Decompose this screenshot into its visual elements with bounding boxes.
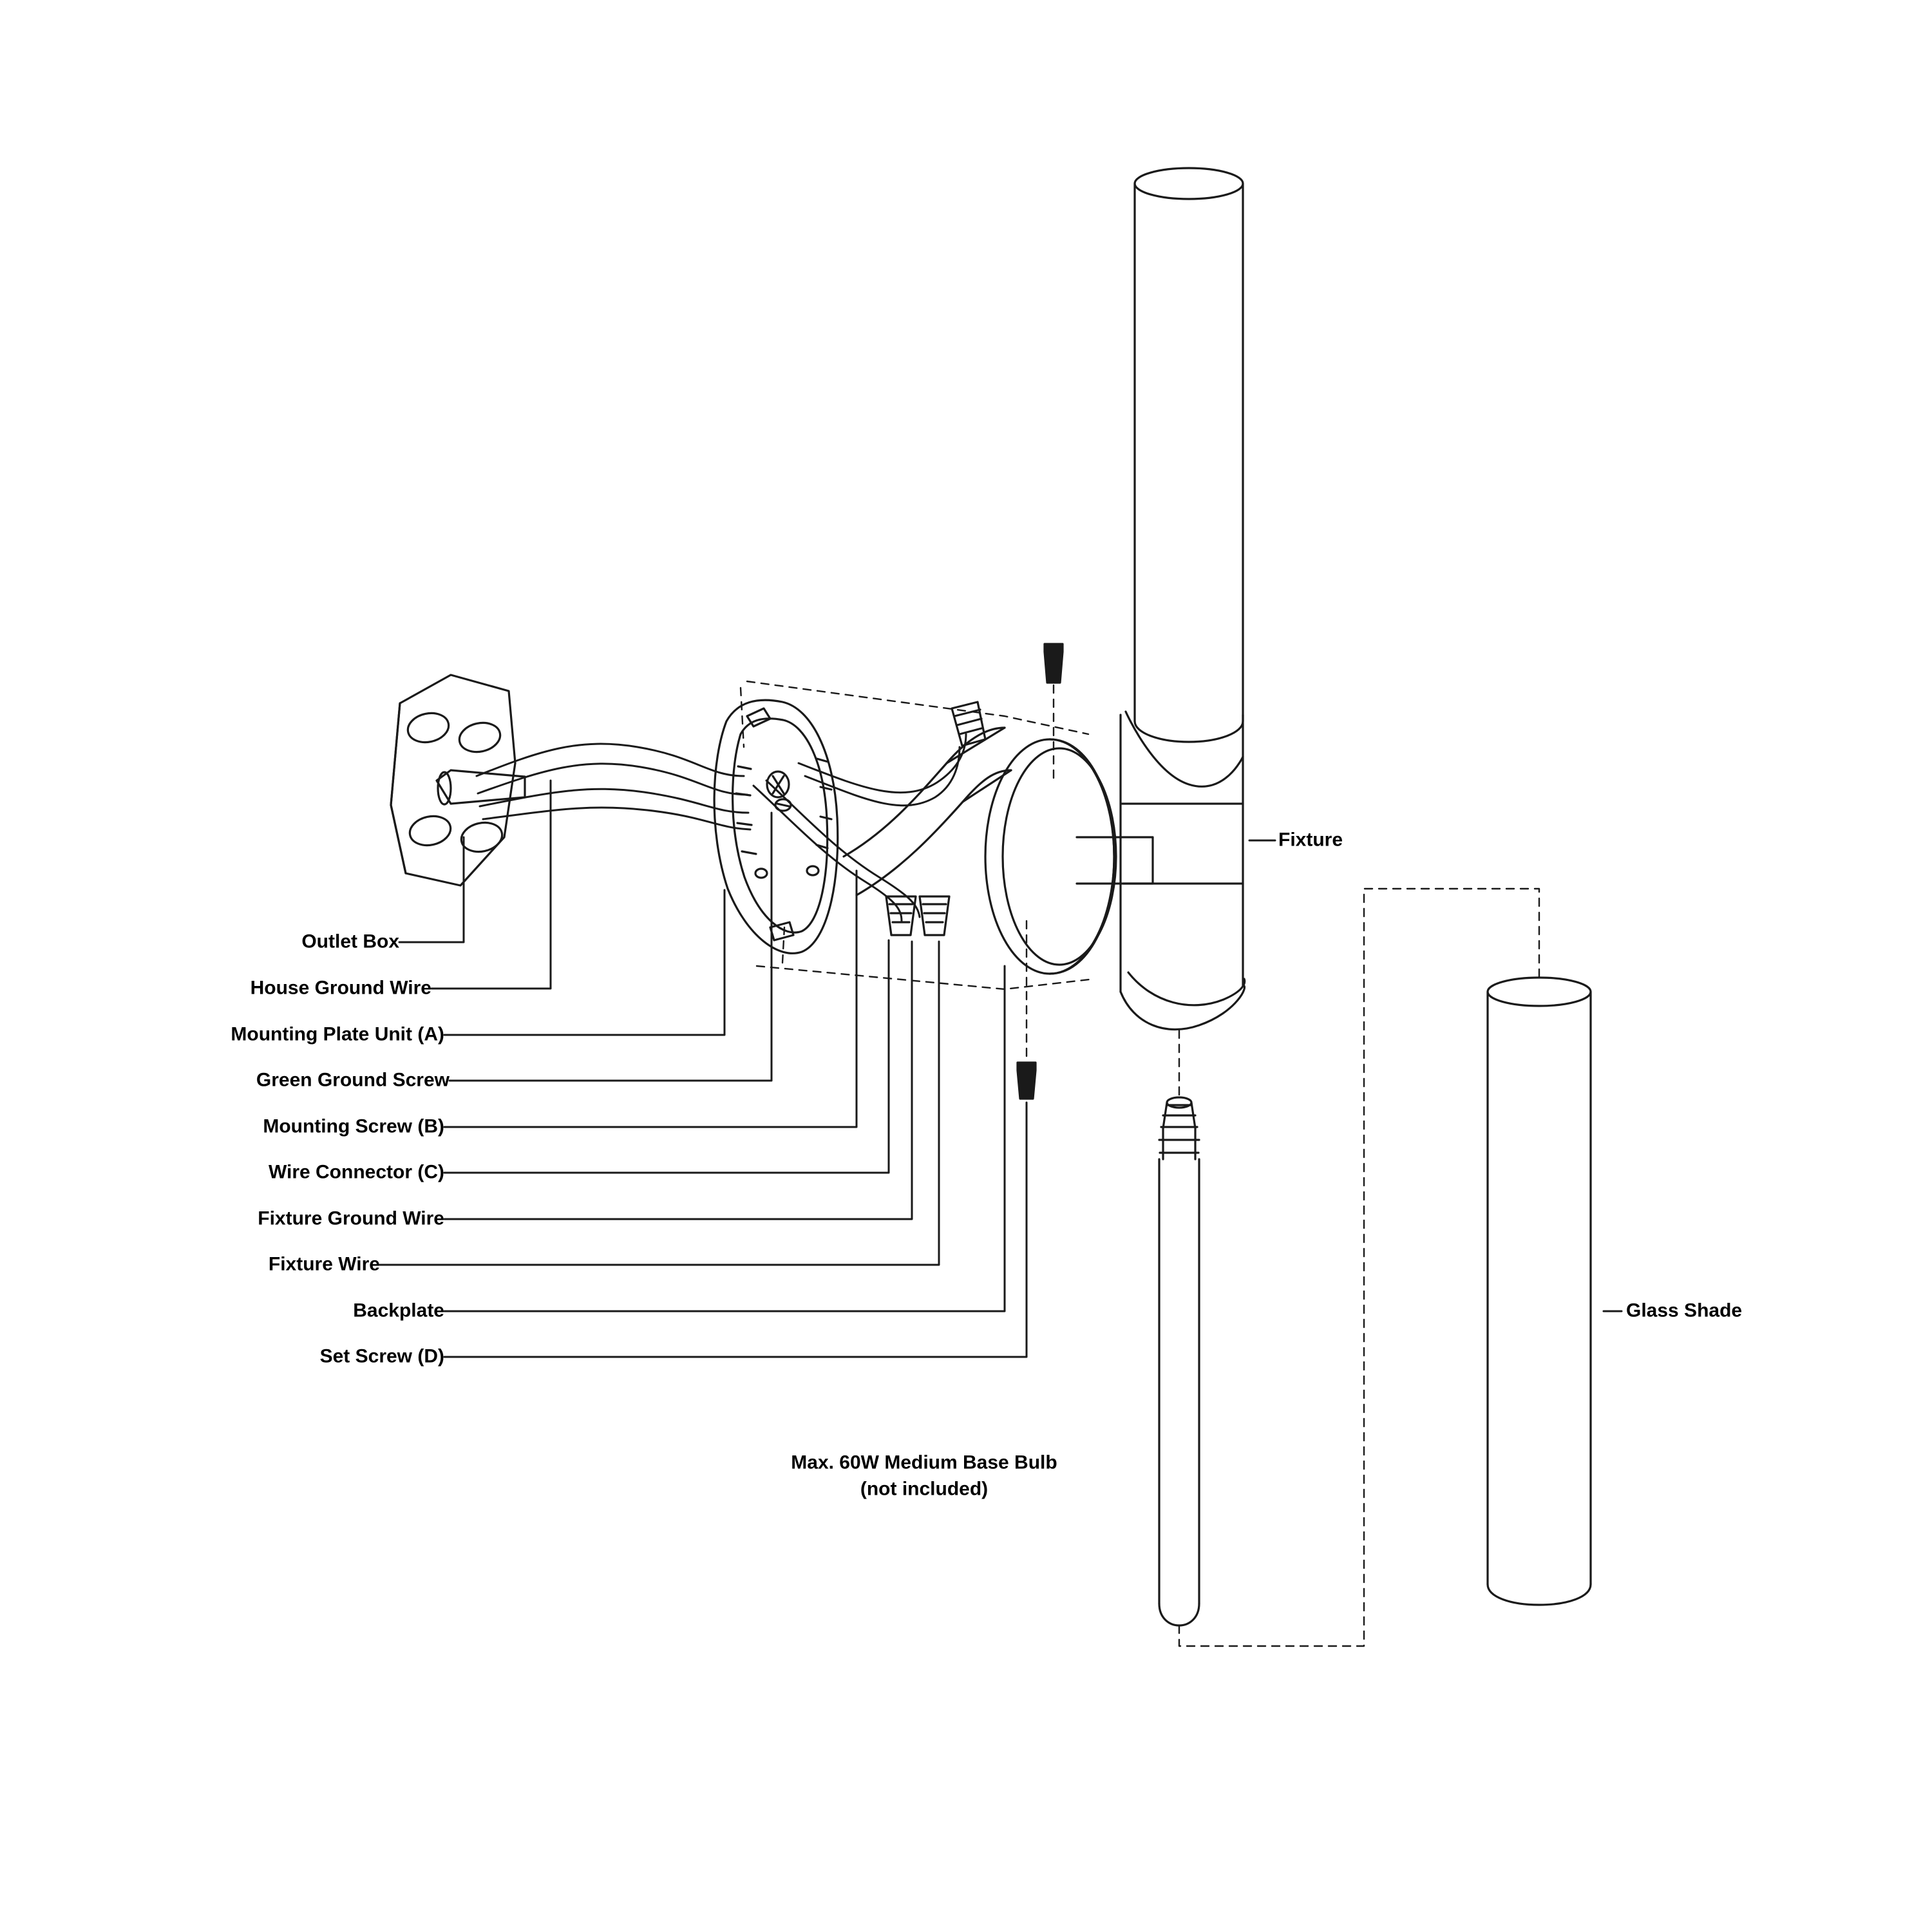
label-mounting-screw-b: Mounting Screw (B) <box>263 1115 444 1137</box>
label-bulb-note-line2: (not included) <box>860 1478 989 1500</box>
label-house-ground-wire: House Ground Wire <box>250 977 431 999</box>
label-fixture: Fixture <box>1278 829 1343 851</box>
alignment-lines <box>741 681 1539 1646</box>
set-screw-graphic <box>1018 644 1063 1099</box>
glass-shade-graphic <box>1488 978 1591 1605</box>
outlet-box-graphic <box>391 675 525 886</box>
leader-lines-right <box>1249 840 1622 1311</box>
label-outlet-box: Outlet Box <box>301 931 399 952</box>
house-wires-graphic <box>477 744 750 829</box>
label-green-ground-screw: Green Ground Screw <box>256 1069 450 1091</box>
label-glass-shade: Glass Shade <box>1626 1300 1743 1321</box>
label-backplate: Backplate <box>353 1300 444 1321</box>
backplate-graphic <box>985 739 1153 974</box>
label-mounting-plate-unit-a: Mounting Plate Unit (A) <box>231 1023 444 1045</box>
label-fixture-ground-wire: Fixture Ground Wire <box>258 1208 444 1229</box>
label-set-screw-d: Set Screw (D) <box>319 1345 444 1367</box>
label-wire-connector-c: Wire Connector (C) <box>268 1161 444 1183</box>
label-bulb-note-line1: Max. 60W Medium Base Bulb <box>791 1452 1057 1473</box>
fixture-body-graphic <box>1121 168 1245 1030</box>
wire-connector-graphic <box>886 702 985 935</box>
label-fixture-wire: Fixture Wire <box>268 1253 380 1275</box>
bulb-graphic <box>1159 1097 1199 1625</box>
